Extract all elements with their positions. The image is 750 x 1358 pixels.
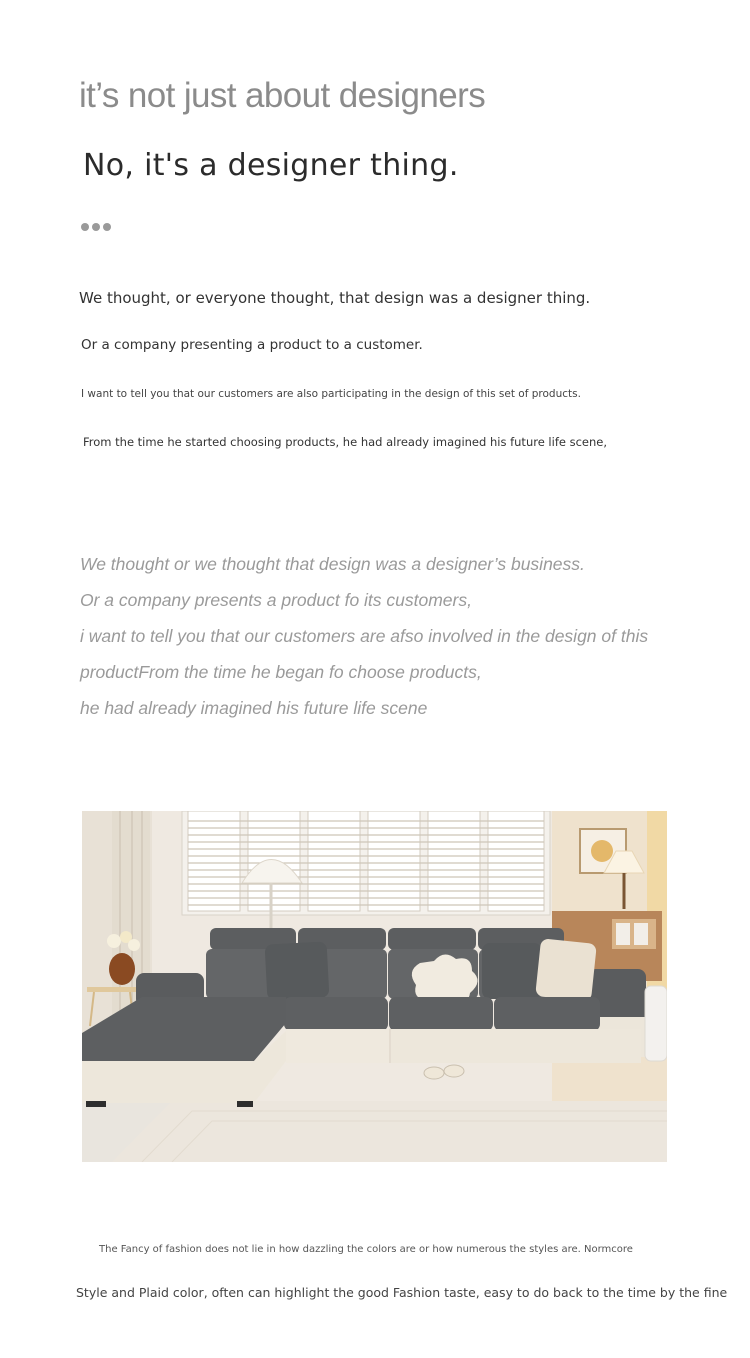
intro-line-3: I want to tell you that our customers are also participating in the design of this set of products. — [81, 388, 581, 400]
quote-line-5: he had already imagined his future life scene — [80, 698, 428, 718]
sofa-living-room-photo — [82, 811, 667, 1162]
caption-line-2: Style and Plaid color, often can highlight the good Fashion taste, easy to do back to the time by the fine — [76, 1285, 728, 1300]
quote-line-2: Or a company presents a product fo its customers, — [80, 590, 472, 610]
quote-line-4: productFrom the time he began fo choose products, — [80, 662, 482, 682]
page-headline: it’s not just about designers — [79, 76, 486, 115]
page-subheadline: No, it's a designer thing. — [83, 148, 459, 183]
intro-line-2: Or a company presenting a product to a customer. — [81, 337, 423, 353]
intro-line-4: From the time he started choosing products, he had already imagined his future life scene, — [83, 435, 608, 449]
quote-line-3: i want to tell you that our customers are afso involved in the design of this — [80, 626, 649, 646]
ellipsis-dots-icon — [81, 223, 111, 231]
intro-line-1: We thought, or everyone thought, that design was a designer thing. — [79, 289, 591, 307]
caption-line-1: The Fancy of fashion does not lie in how dazzling the colors are or how numerous the styles are. Normcore — [99, 1244, 633, 1255]
quote-line-1: We thought or we thought that design was a designer’s business. — [80, 554, 585, 574]
